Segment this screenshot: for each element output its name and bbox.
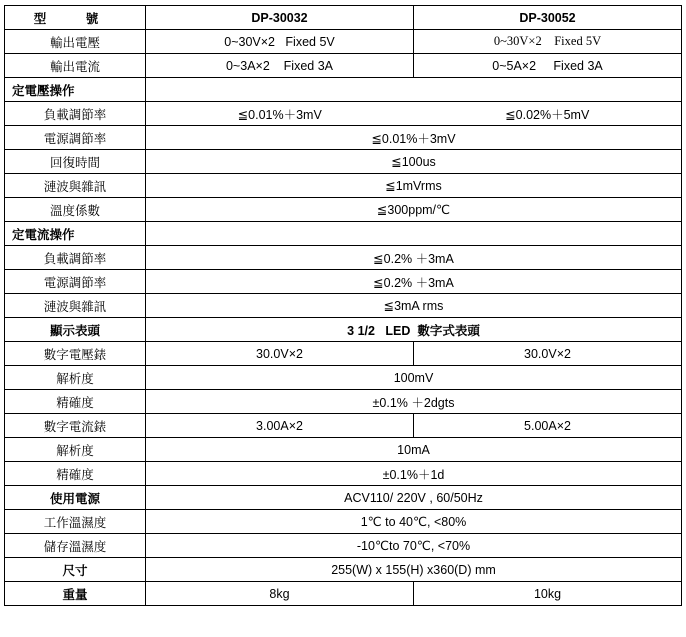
cv-load-reg-b: ≦0.02%＋5mV — [414, 102, 682, 126]
ammeter-resolution-value: 10mA — [146, 438, 682, 462]
ammeter-resolution-label: 解析度 — [5, 438, 146, 462]
output-voltage-a: 0~30V×2 Fixed 5V — [146, 30, 414, 54]
cv-line-reg-label: 電源調節率 — [5, 126, 146, 150]
weight-label: 重量 — [5, 582, 146, 606]
cc-ripple-label: 漣波與雜訊 — [5, 294, 146, 318]
cc-line-reg-label: 電源調節率 — [5, 270, 146, 294]
cv-temp-coef-value: ≦300ppm/℃ — [146, 198, 682, 222]
cv-load-reg-label: 負載調節率 — [5, 102, 146, 126]
cc-load-reg-label: 負載調節率 — [5, 246, 146, 270]
storage-temp-value: -10℃to 70℃, <70% — [146, 534, 682, 558]
model-header-label: 型 號 — [5, 6, 146, 30]
voltmeter-label: 數字電壓錶 — [5, 342, 146, 366]
ammeter-a: 3.00A×2 — [146, 414, 414, 438]
cv-temp-coef-label: 溫度係數 — [5, 198, 146, 222]
cc-title-spacer — [146, 222, 682, 246]
model-a-header: DP-30032 — [146, 6, 414, 30]
cv-section-title: 定電壓操作 — [5, 78, 146, 102]
output-current-label: 輸出電流 — [5, 54, 146, 78]
display-label: 顯示表頭 — [5, 318, 146, 342]
output-voltage-label: 輸出電壓 — [5, 30, 146, 54]
power-label: 使用電源 — [5, 486, 146, 510]
output-current-a: 0~3A×2 Fixed 3A — [146, 54, 414, 78]
voltmeter-accuracy-label: 精確度 — [5, 390, 146, 414]
cc-ripple-value: ≦3mA rms — [146, 294, 682, 318]
size-value: 255(W) x 155(H) x360(D) mm — [146, 558, 682, 582]
ammeter-label: 數字電流錶 — [5, 414, 146, 438]
weight-b: 10kg — [414, 582, 682, 606]
display-value: 3 1/2 LED 數字式表頭 — [146, 318, 682, 342]
model-b-header: DP-30052 — [414, 6, 682, 30]
voltmeter-resolution-label: 解析度 — [5, 366, 146, 390]
cv-recovery-value: ≦100us — [146, 150, 682, 174]
ammeter-accuracy-value: ±0.1%＋1d — [146, 462, 682, 486]
spec-table — [4, 5, 682, 606]
voltmeter-a: 30.0V×2 — [146, 342, 414, 366]
storage-temp-label: 儲存溫濕度 — [5, 534, 146, 558]
cv-load-reg-a: ≦0.01%＋3mV — [146, 102, 414, 126]
output-voltage-b: 0~30V×2 Fixed 5V — [414, 30, 682, 54]
voltmeter-b: 30.0V×2 — [414, 342, 682, 366]
op-temp-value: 1℃ to 40℃, <80% — [146, 510, 682, 534]
cv-line-reg-value: ≦0.01%＋3mV — [146, 126, 682, 150]
cv-ripple-value: ≦1mVrms — [146, 174, 682, 198]
size-label: 尺寸 — [5, 558, 146, 582]
power-value: ACV110/ 220V , 60/50Hz — [146, 486, 682, 510]
cv-recovery-label: 回復時間 — [5, 150, 146, 174]
voltmeter-accuracy-value: ±0.1% ＋2dgts — [146, 390, 682, 414]
output-current-b: 0~5A×2 Fixed 3A — [414, 54, 682, 78]
cv-ripple-label: 漣波與雜訊 — [5, 174, 146, 198]
cv-title-spacer — [146, 78, 682, 102]
weight-a: 8kg — [146, 582, 414, 606]
op-temp-label: 工作溫濕度 — [5, 510, 146, 534]
voltmeter-resolution-value: 100mV — [146, 366, 682, 390]
cc-line-reg-value: ≦0.2% ＋3mA — [146, 270, 682, 294]
cc-section-title: 定電流操作 — [5, 222, 146, 246]
cc-load-reg-value: ≦0.2% ＋3mA — [146, 246, 682, 270]
ammeter-accuracy-label: 精確度 — [5, 462, 146, 486]
ammeter-b: 5.00A×2 — [414, 414, 682, 438]
